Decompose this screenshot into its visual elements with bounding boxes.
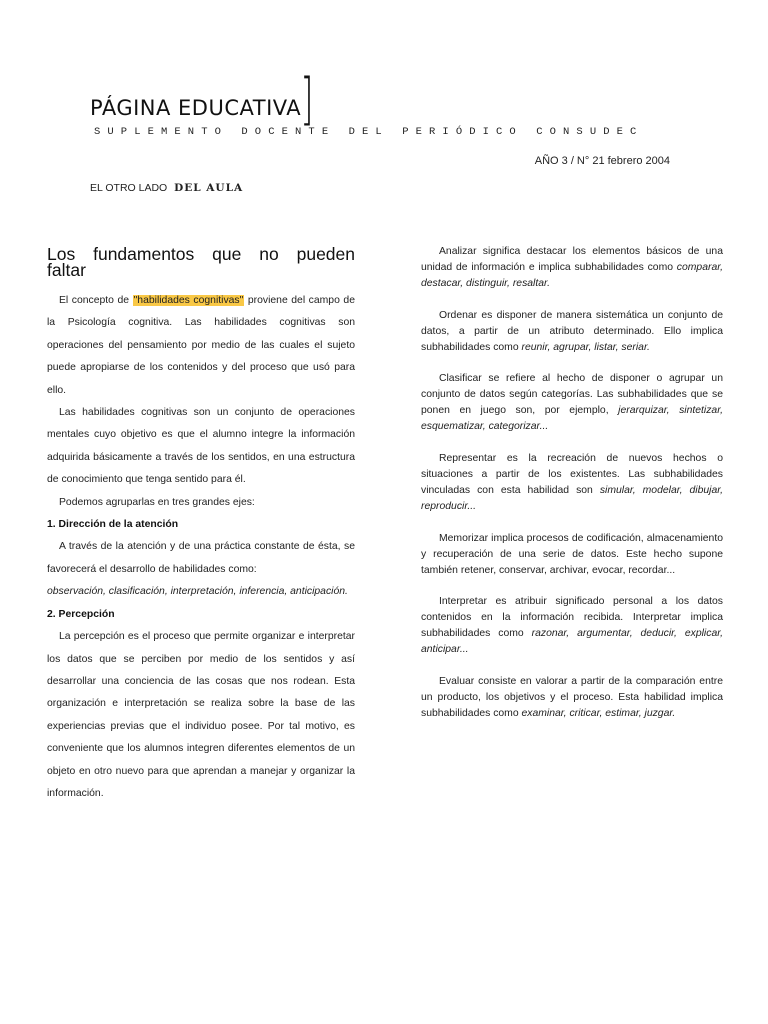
masthead-title: PÁGINA EDUCATIVA (90, 96, 302, 120)
left-column (47, 246, 355, 805)
article-title-line2: faltar (47, 260, 86, 280)
paragraph-perception: La percepción es el proceso que permite organizar e interpretar los datos que se perciben por medio de los sentidos y así desarrollar una conciencia de las cosas que nos rodean. Esta organización e interpretación se realiza sobre la base de las experiencias previas que el individuo posee. Por tal motivo, es conveniente que los alumnos integren diferentes elementos de un objeto en otro nuevo para que aprendan a manejar y organizar la información. (47, 631, 355, 799)
section-label (90, 182, 243, 194)
article-title (47, 246, 355, 278)
paragraph-analizar (421, 244, 723, 292)
heading-attention: 1. Dirección de la atención (47, 519, 179, 531)
memorizar-text: Memorizar implica procesos de codificación, almacenamiento y recuperación de una serie de datos. Este hecho supone también retener, conservar, archivar, evocar, recordar... (421, 532, 723, 576)
masthead-bracket: ] (300, 67, 314, 132)
analizar-text: Analizar significa destacar los elementos básicos de una unidad de información e implica subhabilidades como (421, 246, 723, 273)
clasificar-text: Clasificar se refiere al hecho de disponer o agrupar un conjunto de datos según categorías. Las subhabilidades que se ponen en juego son, por ejemplo, (421, 373, 723, 417)
paragraph-ordenar (421, 308, 723, 356)
paragraph-interpretar (421, 594, 723, 658)
issue-date: AÑO 3 / N° 21 febrero 2004 (534, 155, 670, 167)
clasificar-examples: jerarquizar, sintetizar, esquematizar, categorizar... (421, 405, 723, 433)
paragraph-definition: Las habilidades cognitivas son un conjunto de operaciones mentales cuyo objetivo es que el alumno integre la información adquirida básicamente a través de los sentidos, en una estructura de conocimiento que tenga sentido para él. (47, 407, 355, 486)
representar-text: Representar es la recreación de nuevos hechos o situaciones a partir de los existentes. Las subhabilidades vinculadas con esta habilidad son (421, 453, 723, 496)
right-column (421, 244, 723, 738)
analizar-examples: comparar, destacar, distinguir, resaltar. (421, 261, 723, 289)
heading-perception: 2. Percepción (47, 608, 115, 620)
ordenar-examples: reunir, agrupar, listar, seriar. (521, 341, 650, 353)
attention-skills: observación, clasificación, interpretación, inferencia, anticipación. (47, 586, 348, 598)
representar-examples: simular, modelar, dibujar, reproducir... (421, 484, 723, 512)
paragraph-evaluar (421, 674, 723, 722)
evaluar-text: Evaluar consiste en valorar a partir de la comparación entre un producto, los objetivos y el proceso. Esta habilidad implica subhabilidades como (421, 676, 723, 719)
interpretar-text: Interpretar es atribuir significado personal a los datos contenidos en la información recibida. Interpretar implica subhabilidades como (421, 596, 723, 640)
evaluar-examples: examinar, criticar, estimar, juzgar. (521, 707, 676, 719)
paragraph-attention: A través de la atención y de una práctica constante de ésta, se favorecerá el desarrollo de habilidades como: (47, 541, 355, 575)
attention-skills-list (47, 581, 355, 603)
masthead-subtitle: SUPLEMENTO DOCENTE DEL PERIÓDICO CONSUDEC (94, 126, 644, 138)
article-title-line1: Los fundamentos que no pueden (47, 244, 355, 264)
paragraph-memorizar (421, 531, 723, 579)
paragraph-concept (47, 290, 355, 402)
paragraph-concept-lead: El concepto de (59, 295, 133, 306)
interpretar-examples: razonar, argumentar, deducir, explicar, anticipar... (421, 628, 723, 656)
paragraph-representar (421, 451, 723, 515)
ordenar-text: Ordenar es disponer de manera sistemática un conjunto de datos, a partir de un atributo determinado. Ello implica subhabilidades como (421, 309, 723, 353)
paragraph-axes-intro: Podemos agruparlas en tres grandes ejes: (59, 496, 255, 508)
paragraph-clasificar (421, 371, 723, 435)
highlighted-term: "habilidades cognitivas" (133, 295, 244, 306)
paragraph-concept-rest: proviene del campo de la Psicología cognitiva. Las habilidades cognitivas son operaciones del pensamiento por medio de las cuales el sujeto puede apropiarse de los contenidos y del proceso que usó para ello. (47, 295, 355, 396)
section-label-part2: DEL AULA (174, 182, 244, 194)
section-label-part1: EL OTRO LADO (90, 182, 168, 194)
